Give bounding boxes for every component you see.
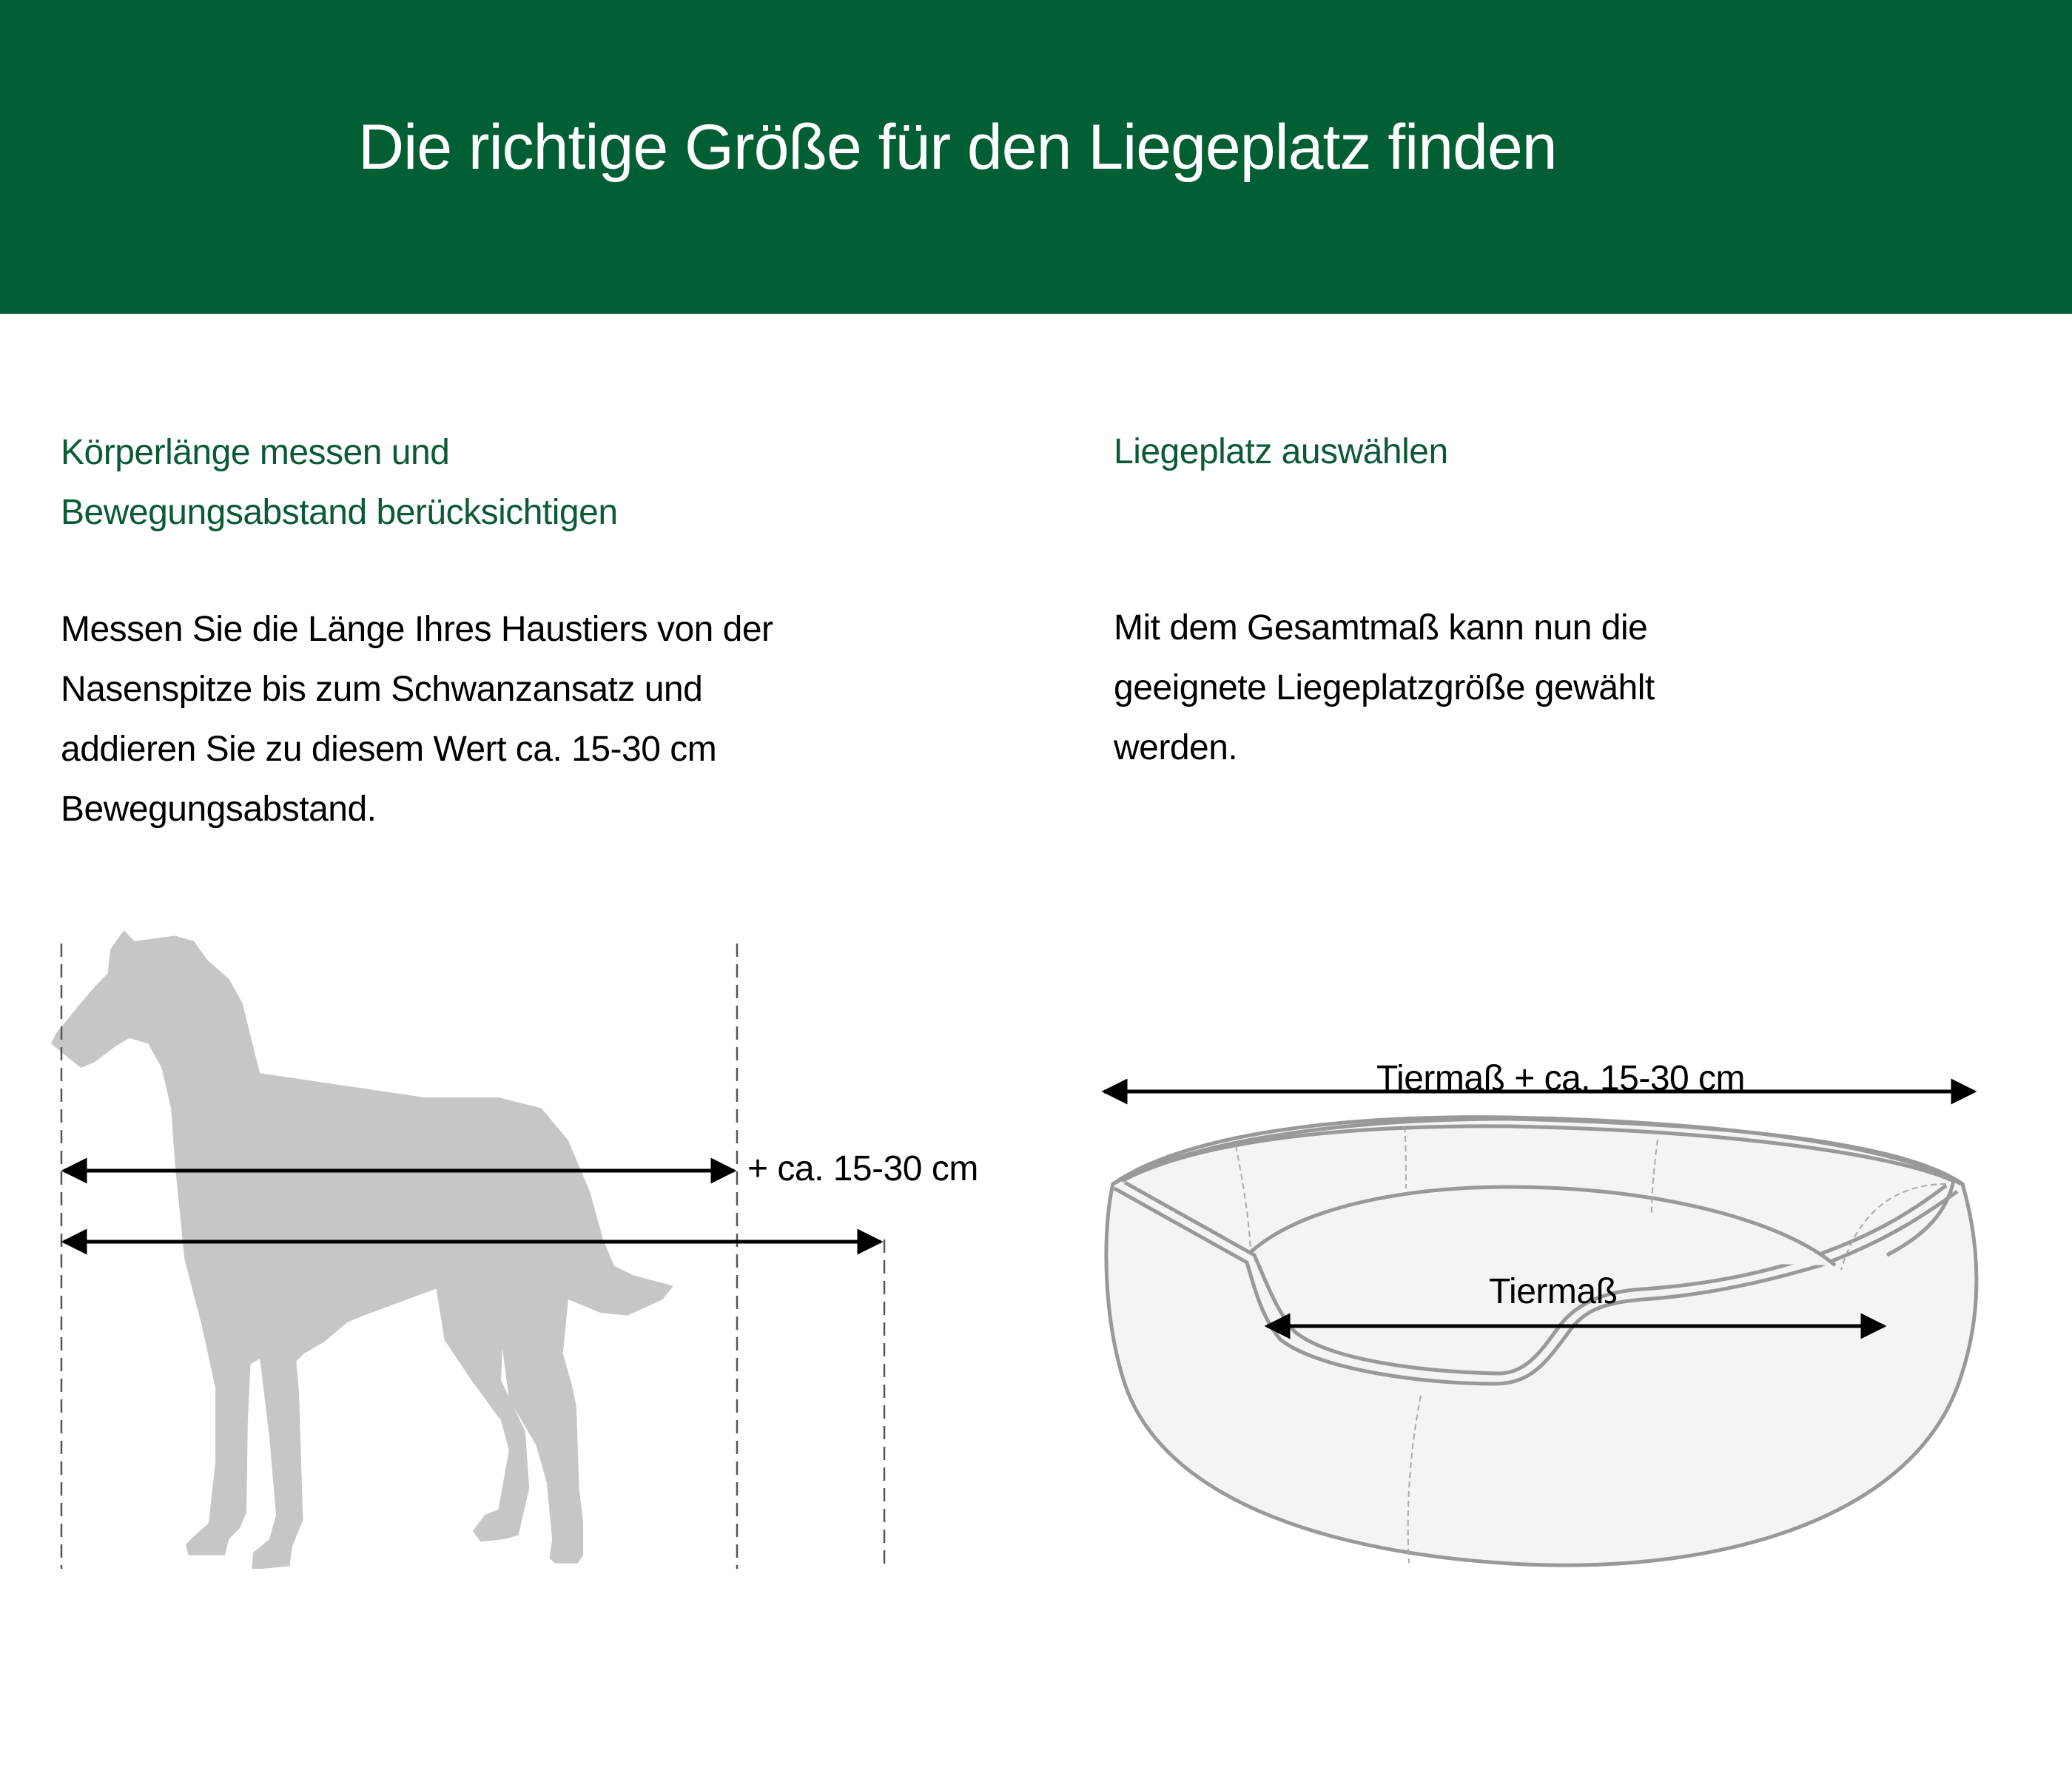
body-line: Nasenspitze bis zum Schwanzansatz und <box>61 670 703 709</box>
body-line: werden. <box>1114 728 1238 767</box>
heading-line: Liegeplatz auswählen <box>1114 432 1448 471</box>
right-section-heading <box>1114 422 1448 482</box>
dog-measurement-figure <box>44 925 1006 1591</box>
left-section-heading <box>61 423 618 542</box>
body-line: Messen Sie die Länge Ihres Haustiers von der <box>61 610 773 649</box>
page-title: Die richtige Größe für den Liegeplatz finden <box>358 112 1557 183</box>
heading-line: Körperlänge messen und <box>61 433 450 472</box>
right-section-body <box>1114 598 1655 778</box>
bed-inner-dimension-label: Tiermaß <box>1489 1272 1618 1311</box>
dog-silhouette-icon <box>51 930 673 1569</box>
header-banner <box>0 0 2072 314</box>
body-line: geeignete Liegeplatzgröße gewählt <box>1114 668 1655 707</box>
body-line: Mit dem Gesamtmaß kann nun die <box>1114 608 1648 648</box>
bed-outer-dimension-label: Tiermaß + ca. 15-30 cm <box>1376 1059 1746 1098</box>
body-line: Bewegungsabstand. <box>61 790 377 829</box>
left-section-body <box>61 599 773 839</box>
pet-bed-figure <box>1095 1036 1998 1598</box>
body-line: addieren Sie zu diesem Wert ca. 15-30 cm <box>61 730 717 769</box>
heading-line: Bewegungsabstand berücksichtigen <box>61 493 618 532</box>
extra-distance-label: + ca. 15-30 cm <box>747 1149 978 1188</box>
